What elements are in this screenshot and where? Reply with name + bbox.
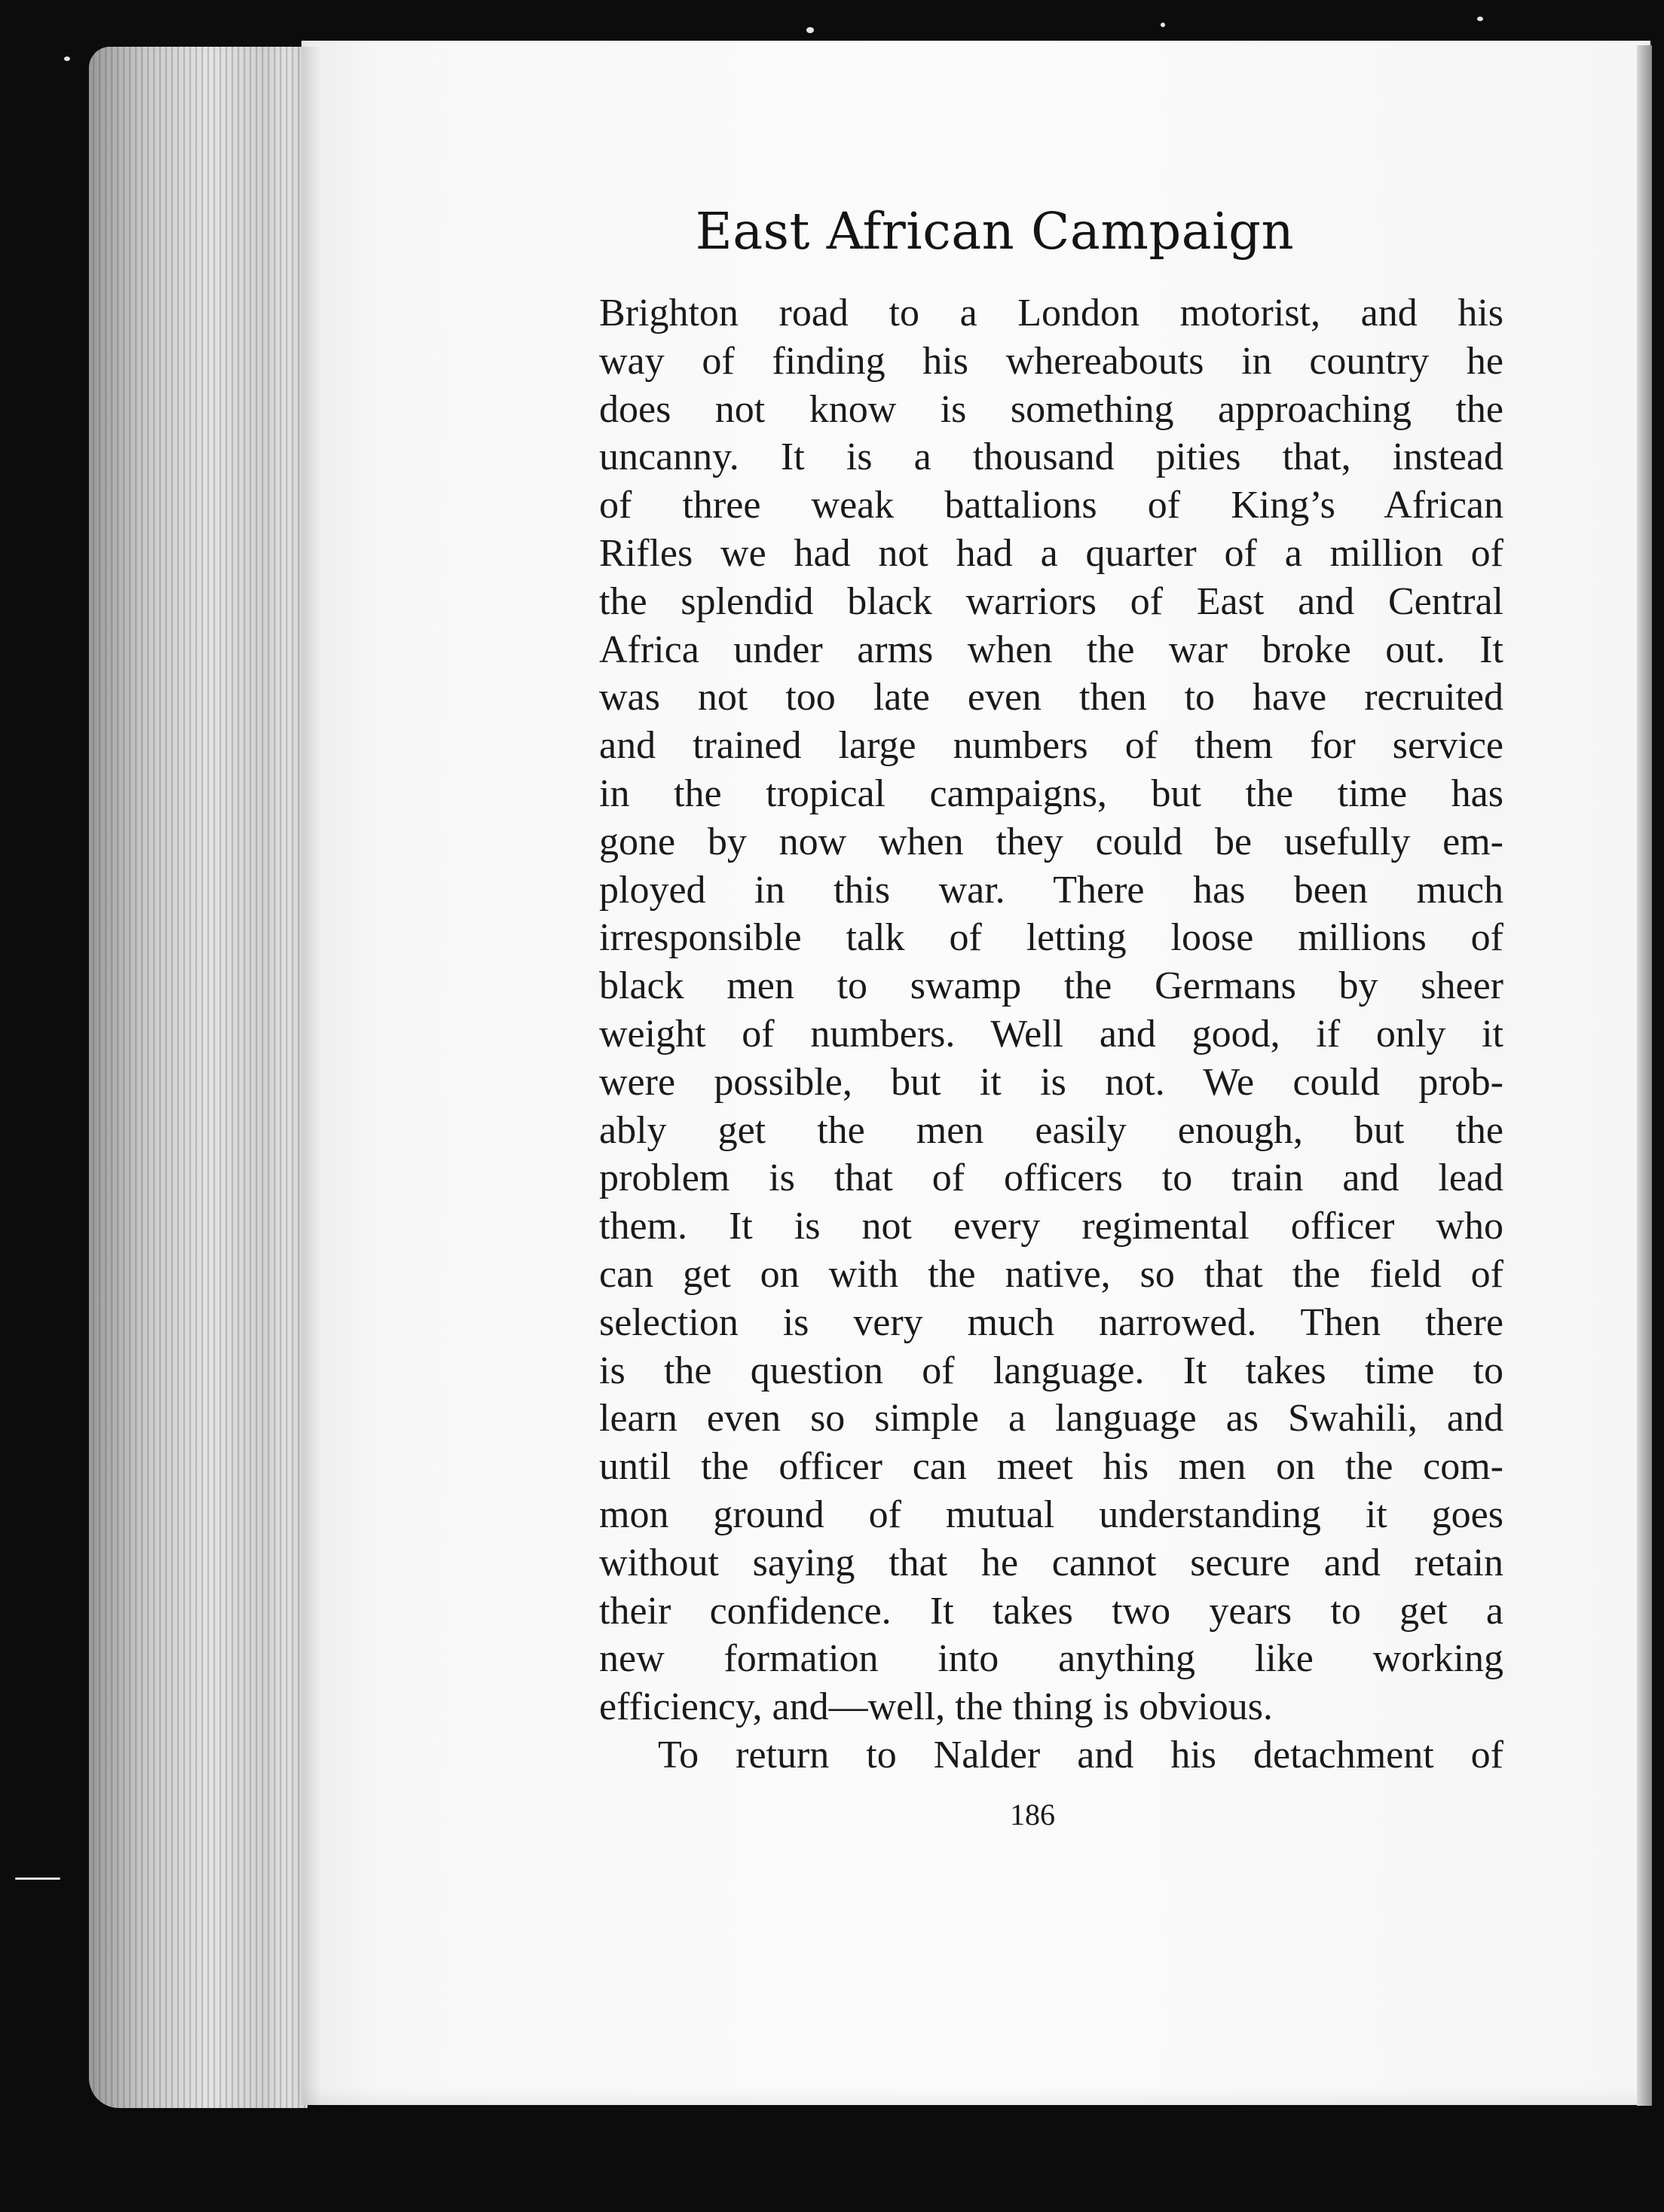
text-line: mon ground of mutual understanding it goes	[599, 1492, 1503, 1536]
book-page-edges	[89, 47, 307, 2108]
text-line: problem is that of officers to train and lead	[599, 1156, 1503, 1200]
scan-speck	[15, 1877, 60, 1880]
text-line: Brighton road to a London motorist, and his	[599, 292, 1503, 335]
text-line: gone by now when they could be usefully em-	[599, 820, 1503, 863]
scan-speck	[806, 27, 814, 33]
text-line: their confidence. It takes two years to get a	[599, 1589, 1503, 1633]
text-line: new formation into anything like working	[599, 1637, 1503, 1681]
scan-speck	[1477, 17, 1483, 21]
text-line: ably get the men easily enough, but the	[599, 1108, 1503, 1152]
text-line: them. It is not every regimental officer who	[599, 1205, 1503, 1248]
page-right-edge	[1637, 45, 1652, 2106]
text-line: in the tropical campaigns, but the time has	[599, 771, 1503, 815]
text-line: efficiency, and—well, the thing is obvious.	[599, 1685, 1273, 1729]
body-text	[599, 289, 1503, 1780]
text-line: Rifles we had not had a quarter of a million of	[599, 531, 1503, 575]
page-number: 186	[1010, 1798, 1055, 1832]
text-line: way of finding his whereabouts in country he	[599, 339, 1503, 383]
text-line: were possible, but it is not. We could prob-	[599, 1060, 1503, 1104]
text-line: black men to swamp the Germans by sheer	[599, 964, 1503, 1008]
text-line: the splendid black warriors of East and Central	[599, 579, 1503, 623]
text-line: of three weak battalions of King’s African	[599, 484, 1503, 527]
text-line: uncanny. It is a thousand pities that, instead	[599, 435, 1503, 479]
text-line: was not too late even then to have recruited	[599, 676, 1503, 720]
text-line: without saying that he cannot secure and retain	[599, 1541, 1503, 1584]
text-line: can get on with the native, so that the field of	[599, 1252, 1503, 1296]
text-line: and trained large numbers of them for service	[599, 724, 1503, 768]
text-line-paragraph-start: To return to Nalder and his detachment of	[658, 1733, 1503, 1777]
text-line: irresponsible talk of letting loose millions of	[599, 916, 1503, 960]
text-line: ployed in this war. There has been much	[599, 868, 1503, 912]
text-line: selection is very much narrowed. Then there	[599, 1300, 1503, 1344]
text-line: Africa under arms when the war broke out. It	[599, 628, 1503, 671]
running-head: East African Campaign	[695, 202, 1295, 261]
text-line: until the officer can meet his men on the com-	[599, 1445, 1503, 1489]
gutter-shadow	[286, 47, 321, 2108]
text-line: is the question of language. It takes time to	[599, 1349, 1503, 1392]
text-line: learn even so simple a language as Swahili, and	[599, 1397, 1503, 1441]
scan-speck	[1161, 23, 1165, 27]
text-line: does not know is something approaching the	[599, 387, 1503, 431]
scan-speck	[64, 57, 70, 61]
text-line: weight of numbers. Well and good, if only it	[599, 1012, 1503, 1056]
